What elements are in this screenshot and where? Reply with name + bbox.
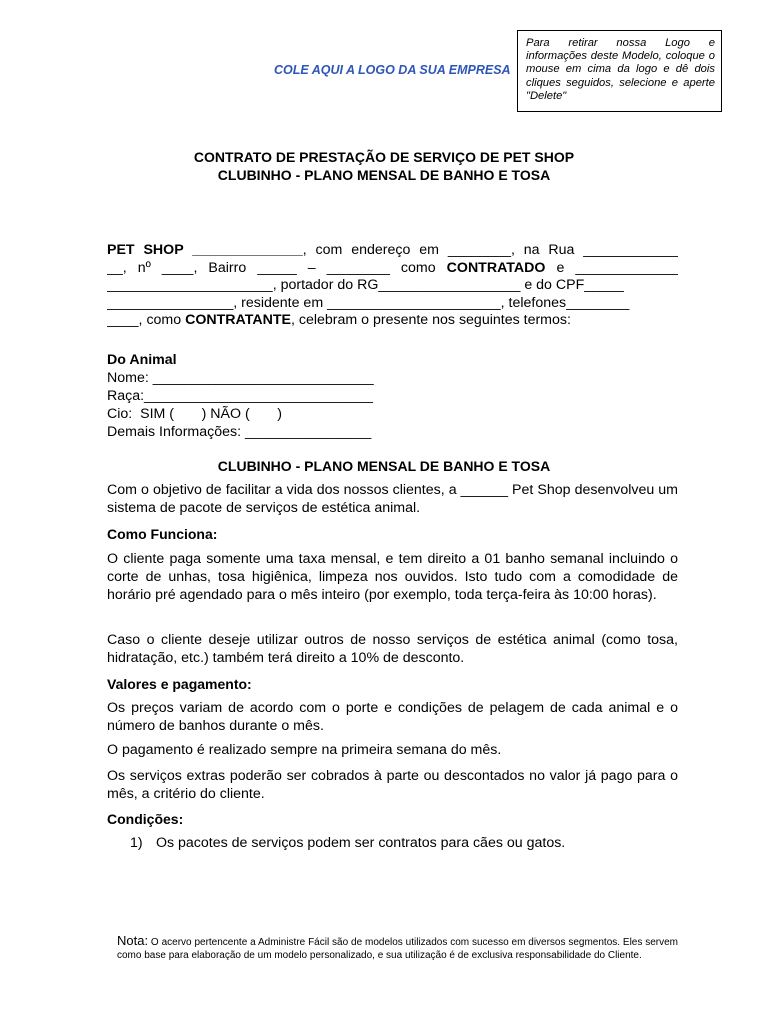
animal-heading: Do Animal <box>107 352 177 368</box>
note-text: O acervo pertencente a Administre Fácil são de modelos utilizados com sucesso em diversos segmentos. Eles servem como base para elaboração de um modelo personalizado, e sua utilização é de exclusiva responsabilidade do Cliente. <box>117 937 678 961</box>
footer-note <box>117 934 678 962</box>
note-label: Nota: <box>117 933 149 948</box>
intro-line-4: ________________, residente em ______________________, telefones________ <box>107 294 630 311</box>
heading-conditions: Condições: <box>107 811 184 827</box>
list-number: 1) <box>130 835 143 851</box>
intro-line-5: ____, como CONTRATANTE, celebram o presente nos seguintes termos: <box>107 312 571 329</box>
heading-how-it-works: Como Funciona: <box>107 526 218 542</box>
contract-subtitle: CLUBINHO - PLANO MENSAL DE BANHO E TOSA <box>217 167 551 183</box>
paragraph-extras: Os serviços extras poderão ser cobrados à parte ou descontados no valor já pago para o mês, a critério do cliente. <box>107 768 678 802</box>
section-title: CLUBINHO - PLANO MENSAL DE BANHO E TOSA <box>217 458 551 474</box>
list-item <box>130 835 565 851</box>
animal-section <box>107 351 607 441</box>
intro-line-2: __, nº ____, Bairro _____ – ________ como CONTRATADO e _____________ <box>107 259 678 276</box>
intro-line-1: PET SHOP ______________, com endereço em ________, na Rua ____________ <box>107 242 678 258</box>
animal-other-field: Demais Informações: ________________ <box>107 424 372 440</box>
instructions-box: Para retirar nossa Logo e informações deste Modelo, coloque o mouse em cima da logo e dê dois cliques seguidos, selecione e aperte "Delete" <box>517 30 722 112</box>
heading-values: Valores e pagamento: <box>107 676 252 692</box>
intro-paragraph <box>107 242 678 330</box>
list-text: Os pacotes de serviços podem ser contratos para cães ou gatos. <box>155 835 566 851</box>
paragraph-how-it-works: O cliente paga somente uma taxa mensal, e tem direito a 01 banho semanal incluindo o corte de unhas, tosa higiênica, limpeza nos ouvidos. Isto tudo com a comodidade de horário pré agendado para o mês inteiro (por exemplo, toda terça-feira às 10:00 horas). <box>107 551 678 603</box>
logo-placeholder[interactable]: COLE AQUI A LOGO DA SUA EMPRESA <box>274 63 511 77</box>
paragraph-discount: Caso o cliente deseje utilizar outros de nosso serviços de estética animal (como tosa, hidratação, etc.) também terá direito a 10% de desconto. <box>107 632 678 666</box>
animal-name-field: Nome: ____________________________ <box>107 370 374 386</box>
animal-breed-field: Raça:_____________________________ <box>107 388 373 404</box>
animal-cio-field: Cio: SIM ( ) NÃO ( ) <box>107 406 282 422</box>
paragraph-objective: Com o objetivo de facilitar a vida dos nossos clientes, a ______ Pet Shop desenvolveu um sistema de pacote de serviços de estética animal. <box>107 482 678 516</box>
intro-line-3: _____________________, portador do RG__________________ e do CPF_____ <box>107 277 624 294</box>
paragraph-payment: O pagamento é realizado sempre na primeira semana do mês. <box>107 742 502 758</box>
contract-title: CONTRATO DE PRESTAÇÃO DE SERVIÇO DE PET SHOP <box>193 149 575 165</box>
paragraph-prices: Os preços variam de acordo com o porte e condições de pelagem de cada animal e o número de banhos durante o mês. <box>107 700 678 734</box>
